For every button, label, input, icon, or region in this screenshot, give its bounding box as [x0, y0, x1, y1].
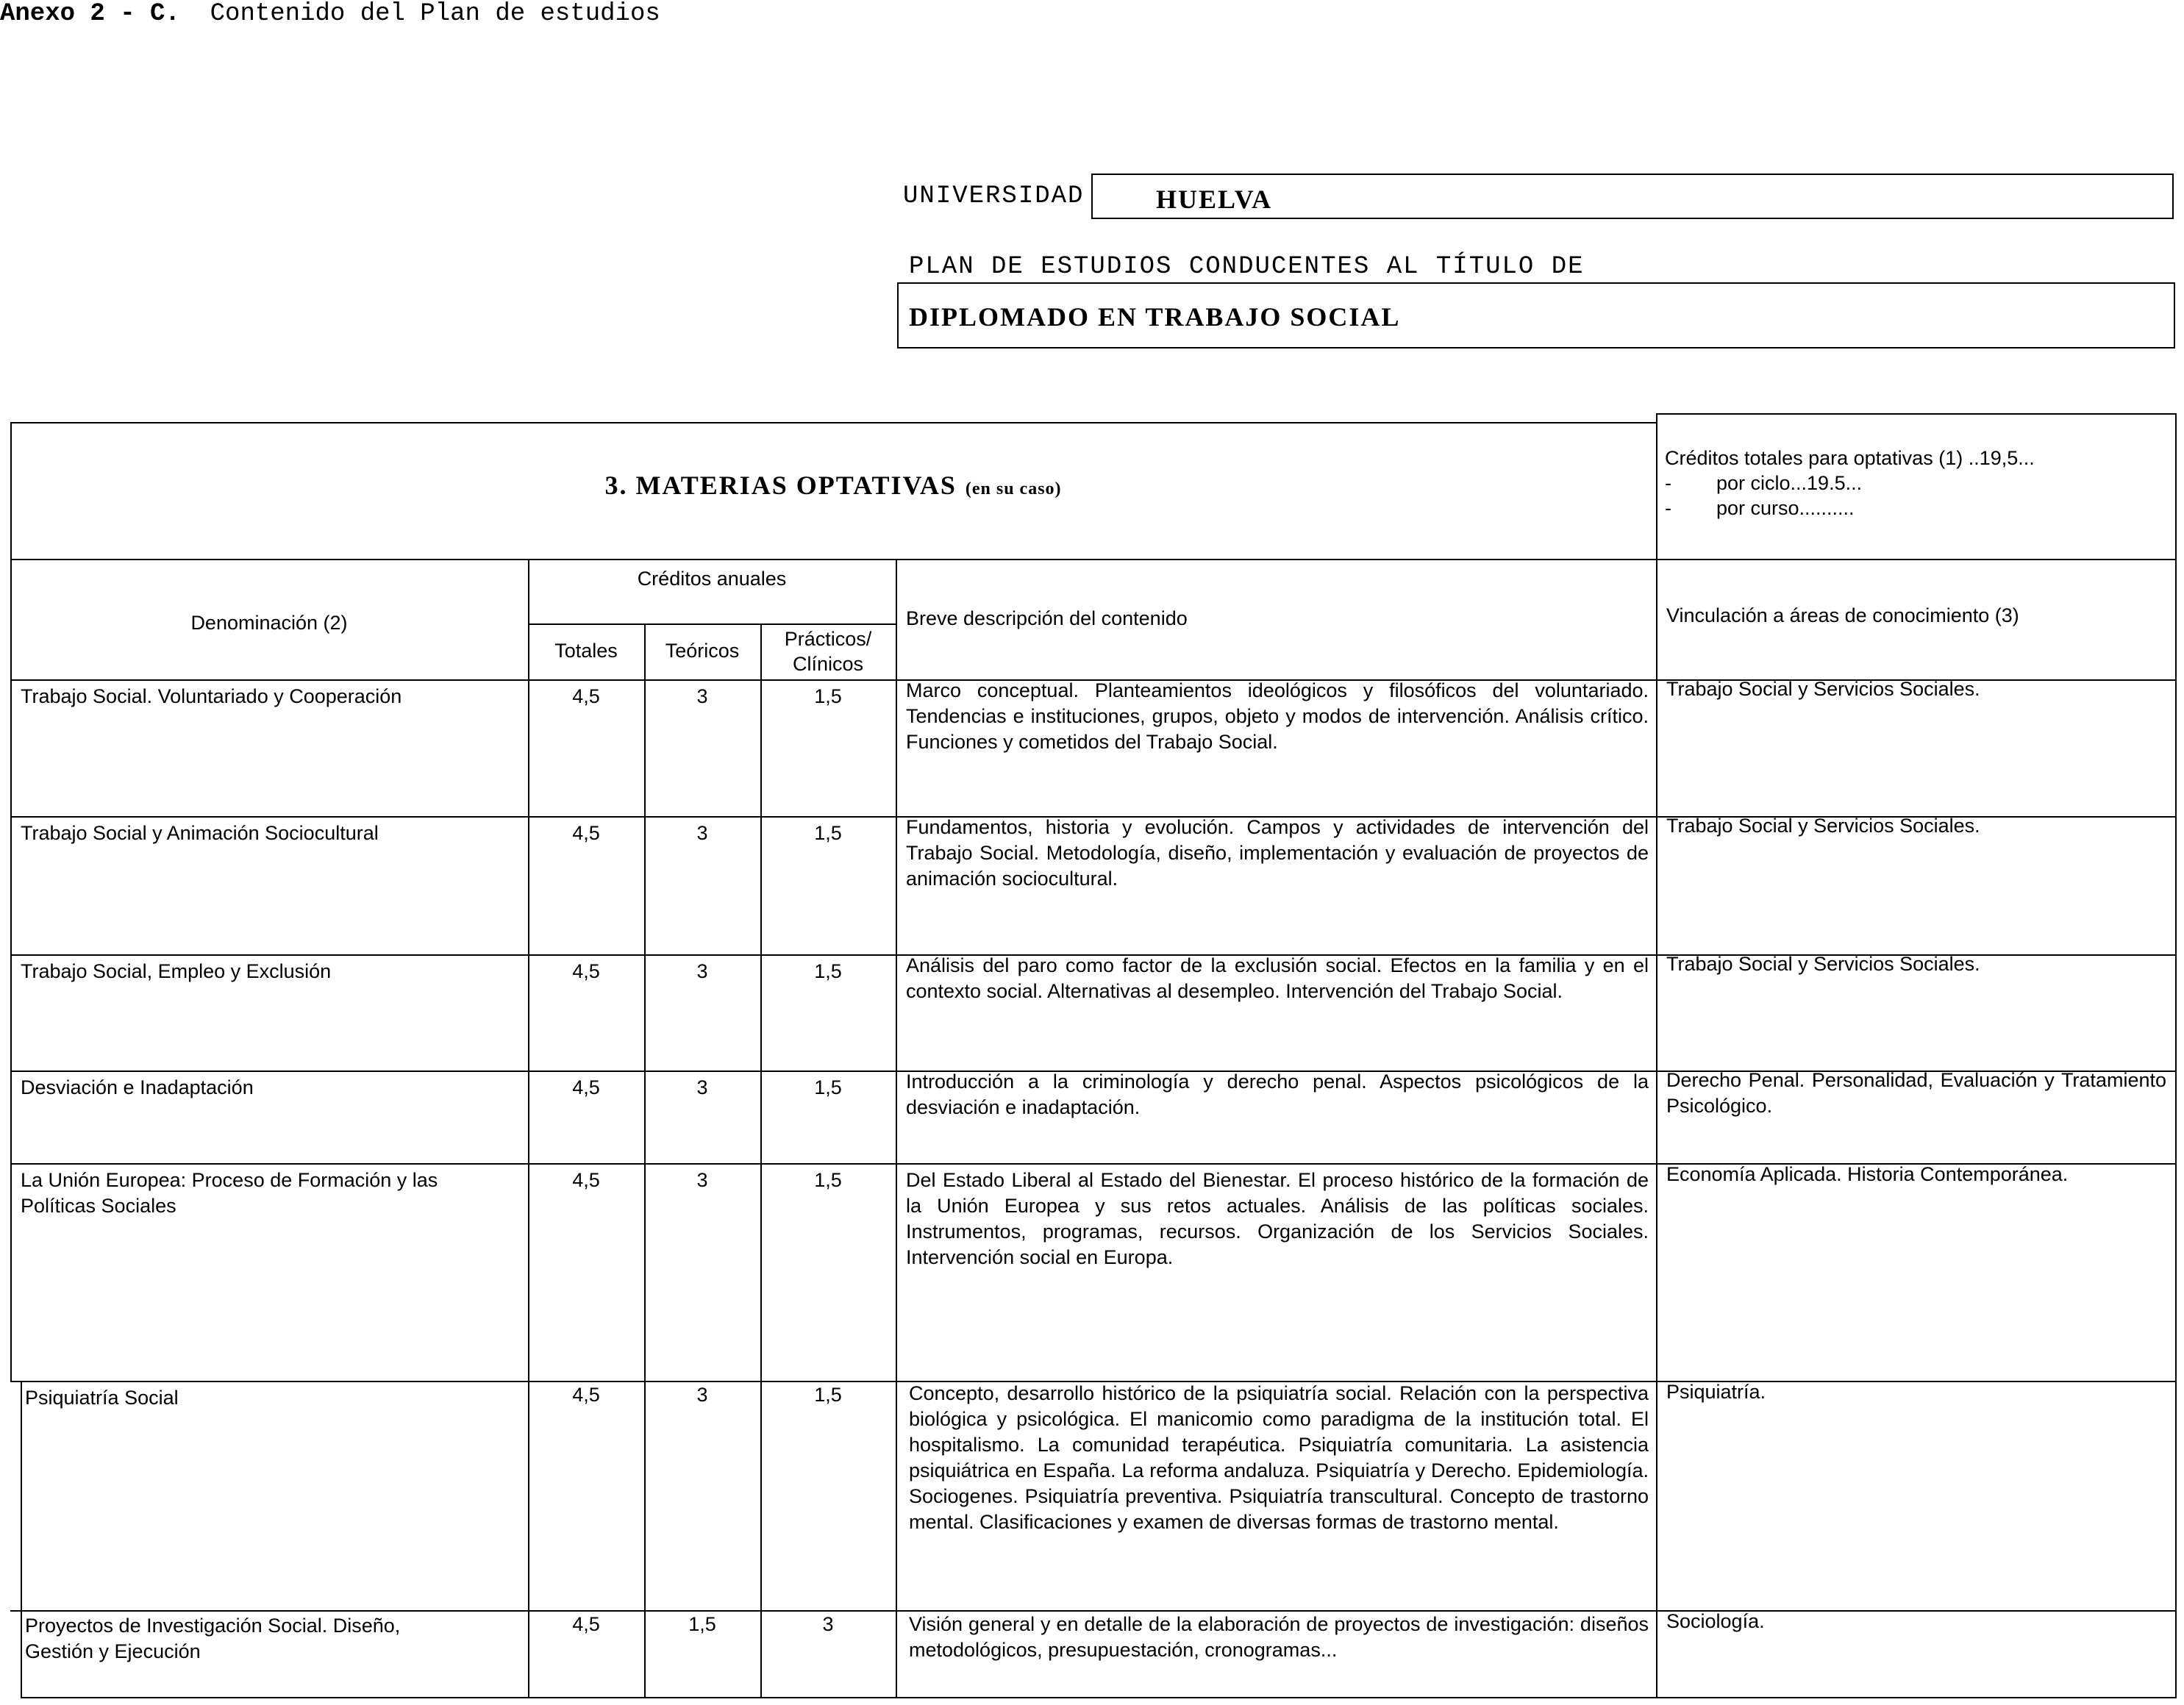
row-totales: 4,5 [572, 1384, 600, 1406]
plan-label: PLAN DE ESTUDIOS CONDUCENTES AL TÍTULO DE [909, 253, 1585, 281]
row-descripcion: Análisis del paro como factor de la exclusión social. Efectos en la familia y en el contexto social. Alternativas al desempleo. Intervención del Trabajo Social. [906, 954, 1649, 1002]
row-descripcion: Introducción a la criminología y derecho penal. Aspectos psicológicos de la desviación e inadaptación. [906, 1070, 1649, 1118]
university-box [1091, 174, 2174, 219]
row-practicos: 1,5 [814, 1076, 842, 1098]
row-teoricos: 3 [696, 1169, 708, 1191]
rule [10, 559, 2177, 560]
university-name: HUELVA [1156, 185, 1273, 214]
row-practicos: 1,5 [814, 1384, 842, 1406]
row-descripcion: Del Estado Liberal al Estado del Bienestar. El proceso histórico de la formación de la Unión Europea y sus retos actuales. Análisis de las políticas sociales. Instrumentos, programas, recursos. Organización de los Servicios Sociales. Intervención social en Europa. [906, 1169, 1649, 1268]
row-name: La Unión Europea: Proceso de Formación y las Políticas Sociales [21, 1169, 438, 1217]
rule [644, 623, 646, 1698]
section-title-qualifier: (en su caso) [965, 479, 1062, 498]
rule [10, 422, 12, 1382]
rule [2175, 413, 2177, 1698]
row-descripcion: Concepto, desarrollo histórico de la psiquiatría social. Relación con la perspectiva biológica y psicológica. El manicomio como paradigma de la institución total. El hospitalismo. La comunidad terapéutica. Psiquiatría comunitaria. La asistencia psiquiátrica en España. La reforma andaluza. Psiquiatría y Derecho. Epidemiología. Sociogenes. Psiquiatría preventiva. Psiquiatría transcultural. Concepto de trastorno mental. Clasificaciones y examen de diversas formas de trastorno mental. [909, 1382, 1649, 1533]
row-totales: 4,5 [572, 1169, 600, 1191]
row-area: Psiquiatría. [1666, 1381, 1766, 1403]
col-header-descripcion: Breve descripción del contenido [906, 607, 1188, 629]
degree-title: DIPLOMADO EN TRABAJO SOCIAL [909, 302, 1401, 332]
rule [21, 1381, 22, 1698]
row-name: Psiquiatría Social [25, 1387, 179, 1409]
row-name: Trabajo Social, Empleo y Exclusión [21, 960, 332, 982]
row-practicos: 1,5 [814, 822, 842, 844]
row-practicos: 1,5 [814, 1169, 842, 1191]
row-teoricos: 3 [696, 822, 708, 844]
rule [21, 1697, 2177, 1698]
row-teoricos: 3 [696, 1384, 708, 1406]
credits-cycle: por ciclo...19.5... [1716, 472, 1863, 494]
col-header-teoricos: Teóricos [665, 640, 740, 662]
university-label: UNIVERSIDAD [903, 182, 1085, 210]
col-header-denominacion: Denominación (2) [190, 612, 348, 634]
row-teoricos: 3 [696, 685, 708, 707]
row-name: Proyectos de Investigación Social. Diseño, Gestión y Ejecución [25, 1615, 401, 1662]
row-name: Trabajo Social y Animación Sociocultural [21, 822, 379, 844]
degree-box [897, 282, 2175, 348]
row-area: Derecho Penal. Personalidad, Evaluación y Tratamiento Psicológico. [1666, 1069, 2166, 1117]
credits-total: Créditos totales para optativas (1) ..19,5... [1665, 447, 2035, 469]
annex-title: Contenido del Plan de estudios [210, 0, 660, 28]
row-totales: 4,5 [572, 1613, 600, 1635]
col-header-practicos: Prácticos/ Clínicos [784, 628, 872, 675]
row-practicos: 1,5 [814, 960, 842, 982]
credits-course-line: - por curso.......... [1665, 497, 1855, 519]
row-area: Sociología. [1666, 1610, 1765, 1632]
rule [760, 623, 762, 1698]
row-totales: 4,5 [572, 960, 600, 982]
rule [528, 559, 529, 1698]
row-practicos: 1,5 [814, 685, 842, 707]
row-teoricos: 1,5 [688, 1613, 716, 1635]
optional-subjects-table [10, 413, 2177, 1698]
section-title-main: 3. MATERIAS OPTATIVAS [604, 471, 957, 500]
rule [1656, 413, 1657, 1698]
row-name: Desviación e Inadaptación [21, 1076, 254, 1098]
annex-code: Anexo 2 - C. [0, 0, 180, 28]
annex-header [0, 0, 660, 28]
row-area: Economía Aplicada. Historia Contemporánea. [1666, 1163, 2069, 1185]
row-name: Trabajo Social. Voluntariado y Cooperación [21, 685, 402, 707]
rule [1656, 413, 2177, 415]
row-teoricos: 3 [696, 1076, 708, 1098]
rule [528, 623, 896, 625]
credits-cycle-line: - por ciclo...19.5... [1665, 472, 1863, 494]
row-descripcion: Fundamentos, historia y evolución. Campos y actividades de intervención del Trabajo Social. Metodología, diseño, implementación y evaluación de proyectos de animación sociocultural. [906, 816, 1649, 890]
row-descripcion: Visión general y en detalle de la elaboración de proyectos de investigación: diseños metodológicos, presupuestación, cronogramas... [909, 1613, 1649, 1661]
col-header-creditos-anuales: Créditos anuales [637, 568, 787, 590]
row-totales: 4,5 [572, 685, 600, 707]
section-title [10, 472, 1656, 502]
row-practicos: 3 [822, 1613, 834, 1635]
row-area: Trabajo Social y Servicios Sociales. [1666, 953, 1980, 975]
rule [896, 559, 897, 1698]
col-header-vinculacion: Vinculación a áreas de conocimiento (3) [1666, 604, 2019, 626]
row-teoricos: 3 [696, 960, 708, 982]
row-area: Trabajo Social y Servicios Sociales. [1666, 678, 1980, 700]
row-totales: 4,5 [572, 1076, 600, 1098]
col-header-totales: Totales [554, 640, 618, 662]
row-area: Trabajo Social y Servicios Sociales. [1666, 815, 1980, 837]
credits-course: por curso.......... [1716, 497, 1855, 519]
rule [10, 422, 1656, 423]
row-descripcion: Marco conceptual. Planteamientos ideológicos y filosóficos del voluntariado. Tendencias e instituciones, grupos, objeto y modos de intervención. Análisis crítico. Funciones y cometidos del Trabajo Social. [906, 679, 1649, 753]
credits-info [1665, 446, 2035, 521]
row-totales: 4,5 [572, 822, 600, 844]
